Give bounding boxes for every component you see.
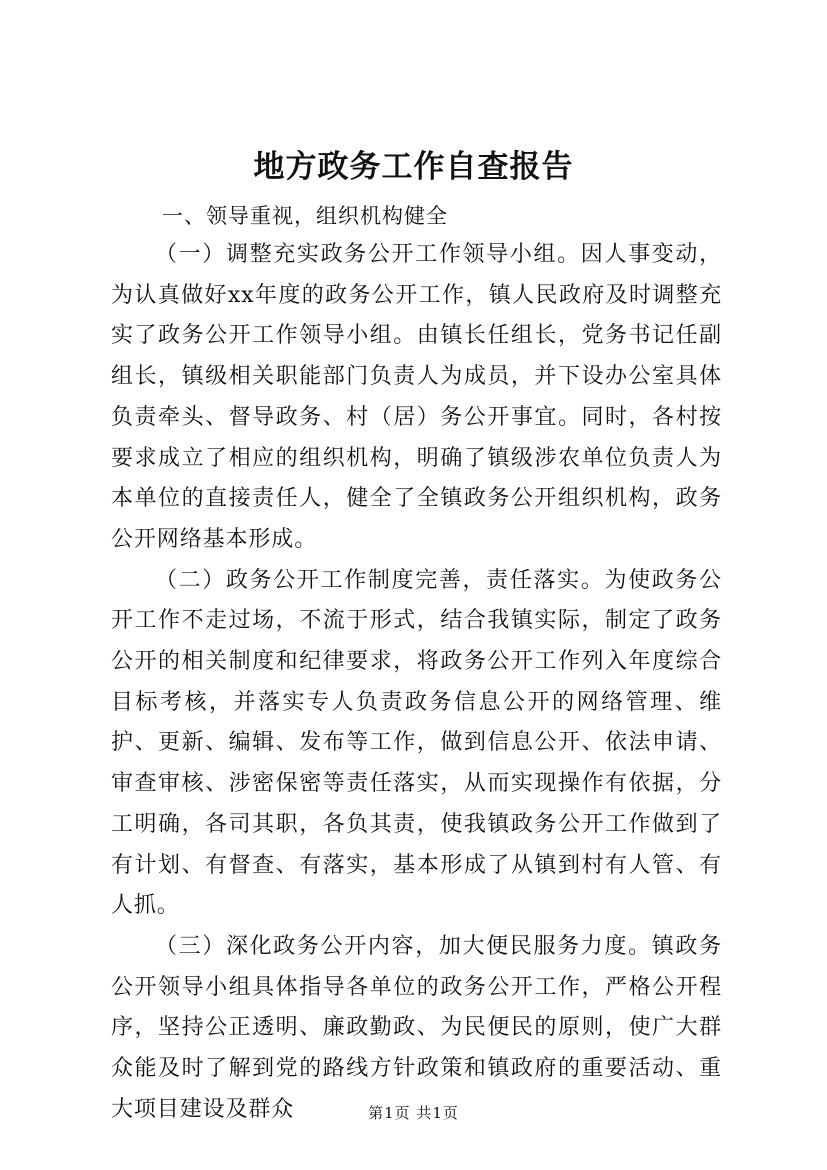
section-heading: 一、领导重视，组织机构健全: [162, 204, 448, 228]
paragraph-1: （一）调整充实政务公开工作领导小组。因人事变动，为认真做好xx年度的政务公开工作，镇人民政府及时调整充实了政务公开工作领导小组。由镇长任组长，党务书记任副组长，镇级相关职能部门负责人为成员，并下设办公室具体负责牵头、督导政务、村（居）务公开事宜。同时，各村按要求成立了相应的组织机构，明确了镇级涉农单位负责人为本单位的直接责任人，健全了全镇政务公开组织机构，政务公开网络基本形成。: [111, 242, 722, 552]
document-body: [111, 235, 722, 1130]
paragraph-2: （二）政务公开工作制度完善，责任落实。为使政务公开工作不走过场，不流于形式，结合我镇实际，制定了政务公开的相关制度和纪律要求，将政务公开工作列入年度综合目标考核，并落实专人负责政务信息公开的网络管理、维护、更新、编辑、发布等工作，做到信息公开、依法申请、审查审核、涉密保密等责任落实，从而实现操作有依据，分工明确，各司其职，各负其责，使我镇政务公开工作做到了有计划、有督查、有落实，基本形成了从镇到村有人管、有人抓。: [111, 567, 722, 919]
document-title: 地方政务工作自查报告: [253, 149, 574, 185]
page-footer: 第1页 共1页: [368, 1104, 459, 1122]
paragraph-3: （三）深化政务公开内容，加大便民服务力度。镇政务公开领导小组具体指导各单位的政务公开工作，严格公开程序，坚持公正透明、廉政勤政、为民便民的原则，使广大群众能及时了解到党的路线方针政策和镇政府的重要活动、重大项目建设及群众: [111, 933, 722, 1122]
